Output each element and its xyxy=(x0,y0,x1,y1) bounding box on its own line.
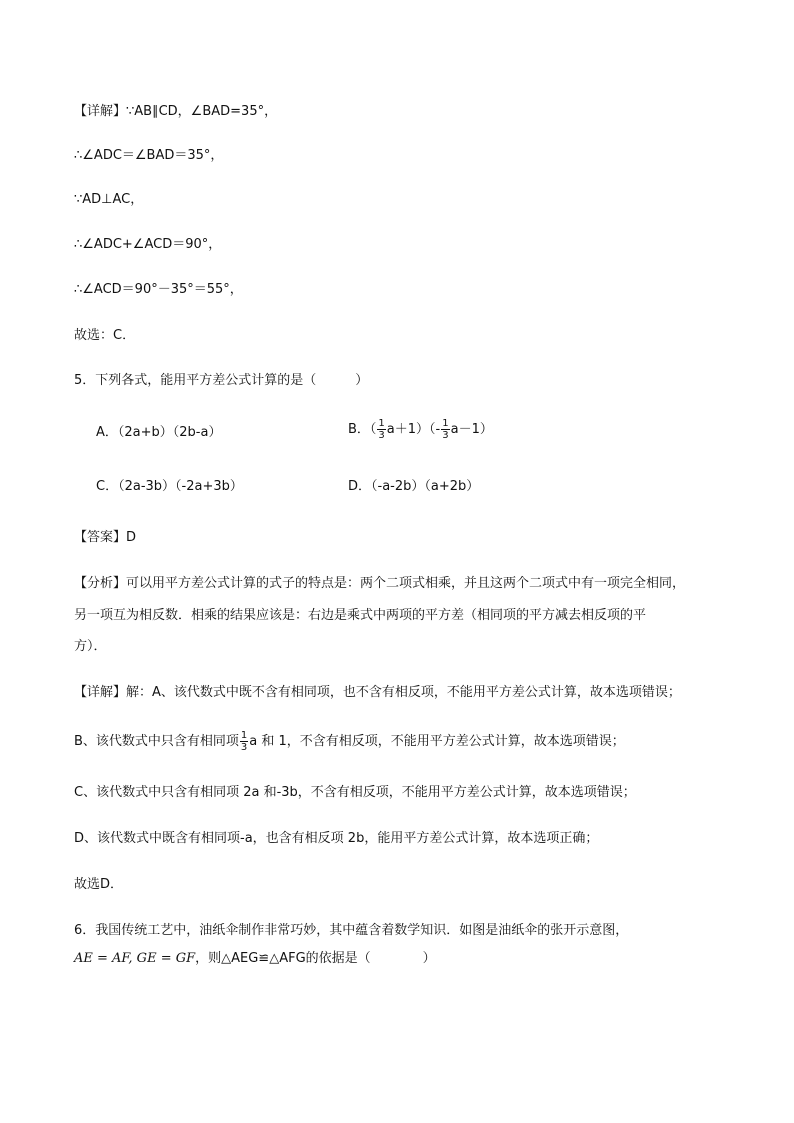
detail-label: 【详解】 xyxy=(74,685,127,700)
q5-analysis-line-3: 方）． xyxy=(74,639,107,654)
fraction: $\frac{1}{3}$ xyxy=(240,730,248,753)
q5-choice: 故选D． xyxy=(74,877,124,892)
q5-option-c: C．（2a-3b）（-2a+3b） xyxy=(96,479,243,494)
q5-analysis-line-1: 【分析】可以用平方差公式计算的式子的特点是：两个二项式相乘，并且这两个二项式中有一项完全相同， xyxy=(74,576,686,591)
q6-condition: AE = AF, GE = GF，则△AEG≌△AFG的依据是（ ） xyxy=(74,951,436,966)
prev-detail-line-4: ∴∠ADC+∠ACD＝90°， xyxy=(74,237,222,252)
analysis-label: 【分析】 xyxy=(74,576,127,591)
q5-detail-b: B、该代数式中只含有相同项 $\frac{1}{3}$ a 和 1，不含有相反项，不能用平方差公式计算，故本选项错误； xyxy=(74,730,625,753)
q5-option-d: D．（-a-2b）（a+2b） xyxy=(348,479,480,494)
q6-stem: 6．我国传统工艺中，油纸伞制作非常巧妙，其中蕴含着数学知识．如图是油纸伞的张开示意图， xyxy=(74,923,629,938)
prev-detail-line-1 xyxy=(74,103,277,121)
q5-detail-c: C、该代数式中只含有相同项 2a 和-3b，不含有相反项，不能用平方差公式计算，故本选项错误； xyxy=(74,785,636,800)
answer-value: D xyxy=(126,530,137,545)
math-condition: AE = AF, GE = GF xyxy=(74,951,196,966)
prev-detail-line-5: ∴∠ACD＝90°－35°＝55°， xyxy=(74,282,243,297)
prev-detail-line-3: ∵AD⊥AC， xyxy=(74,192,144,207)
q5-answer xyxy=(74,529,136,547)
q5-option-b: B．（ $\frac{1}{3}$ a＋1）（- $\frac{1}{3}$ a－1） xyxy=(348,418,493,441)
prev-detail-line-2: ∴∠ADC＝∠BAD＝35°， xyxy=(74,148,224,163)
detail-text: ∵AB∥CD，∠BAD=35°， xyxy=(126,104,278,119)
q5-stem: 5．下列各式，能用平方差公式计算的是（ ） xyxy=(74,373,369,388)
answer-label: 【答案】 xyxy=(74,530,127,545)
detail-label: 【详解】 xyxy=(74,104,127,119)
prev-choice: 故选：C． xyxy=(74,328,136,343)
q5-option-a: A．（2a+b）（2b-a） xyxy=(96,425,222,440)
q5-detail-d: D、该代数式中既含有相同项-a，也含有相反项 2b，能用平方差公式计算，故本选项正确； xyxy=(74,831,599,846)
fraction: $\frac{1}{3}$ xyxy=(378,418,385,441)
fraction: $\frac{1}{3}$ xyxy=(442,418,449,441)
q5-analysis-line-2: 另一项互为相反数．相乘的结果应该是：右边是乘式中两项的平方差（相同项的平方减去相反项的平 xyxy=(74,608,647,623)
q5-detail-a: 【详解】解：A、该代数式中既不含有相同项，也不含有相反项，不能用平方差公式计算，故本选项错误； xyxy=(74,685,681,700)
